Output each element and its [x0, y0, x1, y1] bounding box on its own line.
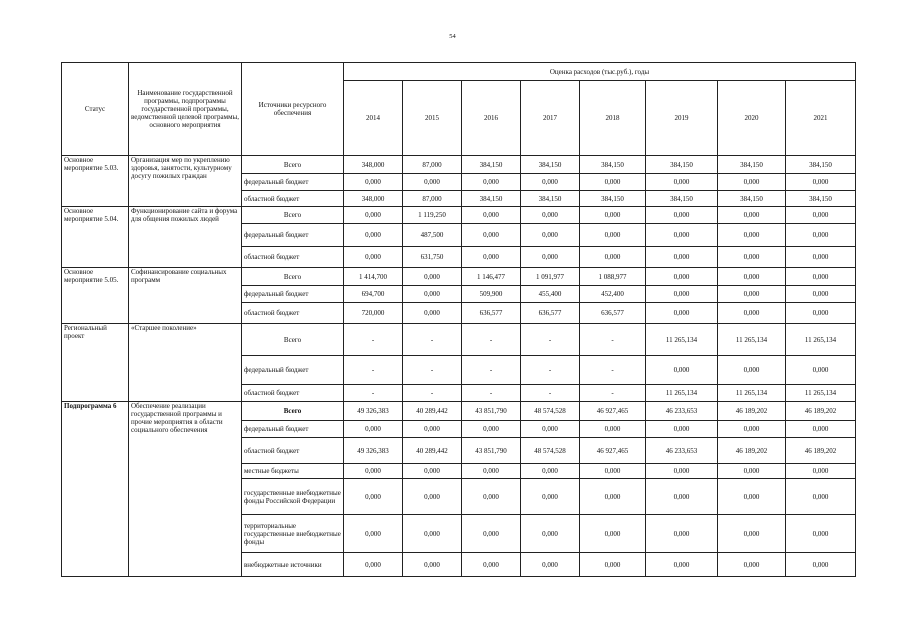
value-cell-2019: 384,150	[646, 156, 718, 174]
value-cell-2015: -	[403, 356, 462, 385]
value-cell-2021: 0,000	[786, 224, 856, 247]
value-cell-2014: 0,000	[344, 464, 403, 479]
row-program-name: Организация мер по укреплению здоровья, занятости, культурному досугу пожилых граждан	[129, 156, 242, 207]
value-cell-2020: 384,150	[718, 191, 786, 207]
value-cell-2015: -	[403, 385, 462, 402]
value-cell-2015: 0,000	[403, 479, 462, 515]
value-cell-2016: -	[462, 385, 521, 402]
value-cell-2019: 0,000	[646, 421, 718, 438]
value-cell-2018: 0,000	[580, 207, 646, 224]
value-cell-2021: 46 189,202	[786, 438, 856, 464]
value-cell-2020: 0,000	[718, 515, 786, 553]
row-program-name: Софинансирование социальных программ	[129, 268, 242, 324]
value-cell-2019: 11 265,134	[646, 385, 718, 402]
value-cell-2018: 452,400	[580, 286, 646, 303]
value-cell-2015: 0,000	[403, 515, 462, 553]
value-cell-2014: 720,000	[344, 303, 403, 324]
value-cell-2018: -	[580, 356, 646, 385]
value-cell-2018: 0,000	[580, 421, 646, 438]
row-source: местные бюджеты	[242, 464, 344, 479]
value-cell-2016: 0,000	[462, 207, 521, 224]
value-cell-2017: 384,150	[521, 191, 580, 207]
value-cell-2014: -	[344, 324, 403, 356]
row-source: Всего	[242, 324, 344, 356]
value-cell-2019: 0,000	[646, 464, 718, 479]
value-cell-2019: 0,000	[646, 207, 718, 224]
value-cell-2019: 0,000	[646, 174, 718, 191]
header-year-2019: 2019	[646, 81, 718, 156]
value-cell-2020: 11 265,134	[718, 385, 786, 402]
header-year-2017: 2017	[521, 81, 580, 156]
value-cell-2021: 0,000	[786, 174, 856, 191]
table-body	[62, 156, 856, 577]
table-row	[62, 402, 856, 421]
value-cell-2016: 0,000	[462, 174, 521, 191]
value-cell-2016: 43 851,790	[462, 402, 521, 421]
value-cell-2017: 48 574,528	[521, 402, 580, 421]
value-cell-2015: -	[403, 324, 462, 356]
header-year-2016: 2016	[462, 81, 521, 156]
row-program-name: Обеспечение реализации государственной программы и прочие мероприятия в области социального обеспечения	[129, 402, 242, 577]
value-cell-2014: -	[344, 385, 403, 402]
table-row	[62, 156, 856, 174]
value-cell-2021: 11 265,134	[786, 324, 856, 356]
value-cell-2014: 0,000	[344, 174, 403, 191]
value-cell-2019: 0,000	[646, 247, 718, 268]
row-program-name: «Старшее поколение»	[129, 324, 242, 402]
value-cell-2015: 87,000	[403, 191, 462, 207]
row-source: областной бюджет	[242, 247, 344, 268]
header-name: Наименование государственной программы, подпрограммы государственной программы, ведомственной целевой программы, основного мероприятия	[129, 63, 242, 156]
value-cell-2019: 0,000	[646, 268, 718, 286]
value-cell-2017: 0,000	[521, 421, 580, 438]
value-cell-2019: 0,000	[646, 479, 718, 515]
value-cell-2015: 0,000	[403, 174, 462, 191]
value-cell-2014: 49 326,383	[344, 438, 403, 464]
value-cell-2018: 384,150	[580, 191, 646, 207]
value-cell-2014: 0,000	[344, 207, 403, 224]
value-cell-2020: 0,000	[718, 356, 786, 385]
header-year-2021: 2021	[786, 81, 856, 156]
value-cell-2019: 11 265,134	[646, 324, 718, 356]
value-cell-2021: 0,000	[786, 247, 856, 268]
value-cell-2021: 0,000	[786, 464, 856, 479]
value-cell-2021: 0,000	[786, 303, 856, 324]
value-cell-2016: 509,900	[462, 286, 521, 303]
row-source: федеральный бюджет	[242, 286, 344, 303]
row-source: федеральный бюджет	[242, 421, 344, 438]
row-source: внебюджетные источники	[242, 553, 344, 577]
value-cell-2019: 46 233,653	[646, 438, 718, 464]
value-cell-2019: 384,150	[646, 191, 718, 207]
row-program-name: Функционирование сайта и форума для общения пожилых людей	[129, 207, 242, 268]
value-cell-2018: 0,000	[580, 515, 646, 553]
row-source: Всего	[242, 156, 344, 174]
row-source: федеральный бюджет	[242, 224, 344, 247]
value-cell-2021: 0,000	[786, 515, 856, 553]
value-cell-2016: 0,000	[462, 247, 521, 268]
row-source: федеральный бюджет	[242, 356, 344, 385]
value-cell-2018: 384,150	[580, 156, 646, 174]
value-cell-2014: 0,000	[344, 515, 403, 553]
value-cell-2017: 0,000	[521, 174, 580, 191]
value-cell-2015: 0,000	[403, 553, 462, 577]
value-cell-2017: 0,000	[521, 224, 580, 247]
header-year-2015: 2015	[403, 81, 462, 156]
value-cell-2020: 0,000	[718, 553, 786, 577]
value-cell-2021: 0,000	[786, 286, 856, 303]
row-source: областной бюджет	[242, 191, 344, 207]
value-cell-2015: 40 289,442	[403, 402, 462, 421]
value-cell-2018: 46 927,465	[580, 402, 646, 421]
value-cell-2021: 0,000	[786, 421, 856, 438]
value-cell-2020: 0,000	[718, 464, 786, 479]
value-cell-2021: 0,000	[786, 207, 856, 224]
value-cell-2014: 0,000	[344, 479, 403, 515]
value-cell-2020: 0,000	[718, 421, 786, 438]
value-cell-2016: -	[462, 324, 521, 356]
row-source: областной бюджет	[242, 438, 344, 464]
value-cell-2014: 49 326,383	[344, 402, 403, 421]
value-cell-2017: 0,000	[521, 515, 580, 553]
value-cell-2017: 455,400	[521, 286, 580, 303]
value-cell-2020: 0,000	[718, 247, 786, 268]
value-cell-2020: 0,000	[718, 479, 786, 515]
value-cell-2016: -	[462, 356, 521, 385]
value-cell-2017: 48 574,528	[521, 438, 580, 464]
header-status: Статус	[62, 63, 129, 156]
value-cell-2015: 87,000	[403, 156, 462, 174]
value-cell-2016: 0,000	[462, 224, 521, 247]
value-cell-2016: 0,000	[462, 464, 521, 479]
value-cell-2021: 384,150	[786, 156, 856, 174]
value-cell-2021: 0,000	[786, 356, 856, 385]
header-sources: Источники ресурсного обеспечения	[242, 63, 344, 156]
value-cell-2020: 0,000	[718, 286, 786, 303]
value-cell-2017: 0,000	[521, 464, 580, 479]
row-source: областной бюджет	[242, 303, 344, 324]
value-cell-2016: 0,000	[462, 421, 521, 438]
value-cell-2015: 0,000	[403, 421, 462, 438]
value-cell-2020: 46 189,202	[718, 438, 786, 464]
value-cell-2017: 0,000	[521, 207, 580, 224]
value-cell-2019: 0,000	[646, 303, 718, 324]
value-cell-2021: 0,000	[786, 268, 856, 286]
row-source: Всего	[242, 207, 344, 224]
value-cell-2016: 0,000	[462, 515, 521, 553]
value-cell-2017: 1 091,977	[521, 268, 580, 286]
row-status: Основное мероприятие 5.04.	[62, 207, 129, 268]
header-estimate: Оценка расходов (тыс.руб.), годы	[344, 63, 856, 81]
value-cell-2020: 384,150	[718, 156, 786, 174]
value-cell-2014: 0,000	[344, 224, 403, 247]
value-cell-2018: 0,000	[580, 224, 646, 247]
value-cell-2015: 40 289,442	[403, 438, 462, 464]
value-cell-2020: 0,000	[718, 268, 786, 286]
value-cell-2014: 0,000	[344, 421, 403, 438]
value-cell-2017: -	[521, 356, 580, 385]
value-cell-2017: 0,000	[521, 479, 580, 515]
value-cell-2014: -	[344, 356, 403, 385]
header-row-1	[62, 63, 856, 81]
value-cell-2021: 46 189,202	[786, 402, 856, 421]
table-row	[62, 324, 856, 356]
value-cell-2015: 0,000	[403, 268, 462, 286]
table-row	[62, 268, 856, 286]
row-source: федеральный бюджет	[242, 174, 344, 191]
value-cell-2016: 1 146,477	[462, 268, 521, 286]
value-cell-2020: 0,000	[718, 224, 786, 247]
row-source: территориальные государственные внебюджетные фонды	[242, 515, 344, 553]
value-cell-2018: 0,000	[580, 247, 646, 268]
table-row	[62, 207, 856, 224]
header-year-2018: 2018	[580, 81, 646, 156]
value-cell-2015: 487,500	[403, 224, 462, 247]
value-cell-2021: 0,000	[786, 479, 856, 515]
value-cell-2021: 384,150	[786, 191, 856, 207]
budget-table	[61, 62, 856, 577]
value-cell-2017: -	[521, 324, 580, 356]
row-source: областной бюджет	[242, 385, 344, 402]
value-cell-2017: 636,577	[521, 303, 580, 324]
value-cell-2015: 631,750	[403, 247, 462, 268]
row-source: Всего	[242, 402, 344, 421]
row-source: государственные внебюджетные фонды Российской Федерации	[242, 479, 344, 515]
value-cell-2019: 0,000	[646, 356, 718, 385]
value-cell-2015: 1 119,250	[403, 207, 462, 224]
value-cell-2016: 0,000	[462, 479, 521, 515]
value-cell-2016: 0,000	[462, 553, 521, 577]
value-cell-2019: 46 233,653	[646, 402, 718, 421]
row-status: Подпрограмма 6	[62, 402, 129, 577]
value-cell-2017: 0,000	[521, 553, 580, 577]
value-cell-2016: 43 851,790	[462, 438, 521, 464]
value-cell-2014: 0,000	[344, 553, 403, 577]
value-cell-2018: 0,000	[580, 464, 646, 479]
value-cell-2019: 0,000	[646, 224, 718, 247]
value-cell-2021: 0,000	[786, 553, 856, 577]
value-cell-2018: 0,000	[580, 553, 646, 577]
value-cell-2020: 0,000	[718, 207, 786, 224]
value-cell-2014: 694,700	[344, 286, 403, 303]
row-status: Основное мероприятие 5.05.	[62, 268, 129, 324]
value-cell-2015: 0,000	[403, 286, 462, 303]
value-cell-2018: -	[580, 324, 646, 356]
value-cell-2018: 46 927,465	[580, 438, 646, 464]
value-cell-2017: -	[521, 385, 580, 402]
value-cell-2020: 0,000	[718, 303, 786, 324]
row-source: Всего	[242, 268, 344, 286]
row-status: Региональный проект	[62, 324, 129, 402]
value-cell-2018: 0,000	[580, 174, 646, 191]
value-cell-2015: 0,000	[403, 464, 462, 479]
value-cell-2014: 348,000	[344, 191, 403, 207]
value-cell-2016: 636,577	[462, 303, 521, 324]
value-cell-2014: 0,000	[344, 247, 403, 268]
header-year-2014: 2014	[344, 81, 403, 156]
value-cell-2019: 0,000	[646, 515, 718, 553]
page-number: 54	[449, 33, 456, 40]
value-cell-2014: 348,000	[344, 156, 403, 174]
value-cell-2017: 0,000	[521, 247, 580, 268]
value-cell-2019: 0,000	[646, 286, 718, 303]
value-cell-2018: 0,000	[580, 479, 646, 515]
value-cell-2018: 636,577	[580, 303, 646, 324]
value-cell-2018: 1 088,977	[580, 268, 646, 286]
header-year-2020: 2020	[718, 81, 786, 156]
value-cell-2017: 384,150	[521, 156, 580, 174]
value-cell-2019: 0,000	[646, 553, 718, 577]
value-cell-2021: 11 265,134	[786, 385, 856, 402]
value-cell-2018: -	[580, 385, 646, 402]
value-cell-2016: 384,150	[462, 191, 521, 207]
value-cell-2020: 0,000	[718, 174, 786, 191]
value-cell-2015: 0,000	[403, 303, 462, 324]
row-status: Основное мероприятие 5.03.	[62, 156, 129, 207]
value-cell-2020: 11 265,134	[718, 324, 786, 356]
value-cell-2014: 1 414,700	[344, 268, 403, 286]
value-cell-2016: 384,150	[462, 156, 521, 174]
value-cell-2020: 46 189,202	[718, 402, 786, 421]
